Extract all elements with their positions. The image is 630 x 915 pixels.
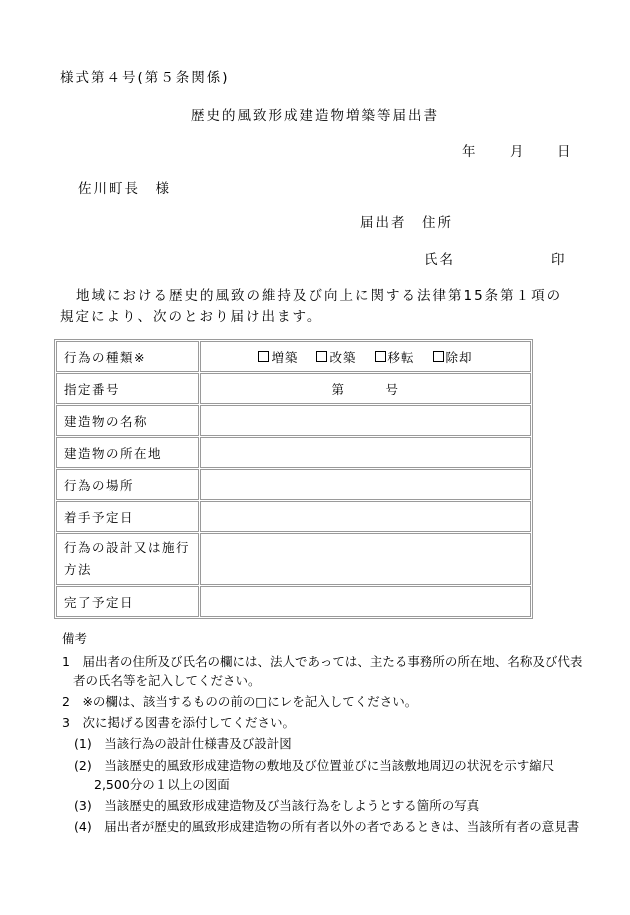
table-row-action-type: [56, 341, 531, 372]
option-extension[interactable]: 増築: [258, 348, 298, 366]
checkbox-icon[interactable]: [258, 351, 269, 362]
applicant-label: 届出者: [360, 215, 407, 231]
action-type-options: [200, 341, 531, 372]
note-item: 2 ※の欄は、該当するものの前の□にレを記入してください。: [62, 694, 418, 709]
start-date-field[interactable]: [200, 501, 531, 532]
row-label: 建造物の所在地: [56, 437, 199, 468]
table-row-completion-date: [56, 586, 531, 617]
seal-mark: 印: [551, 252, 565, 268]
row-label: 着手予定日: [56, 501, 199, 532]
table-row-building-location: [56, 437, 531, 468]
designation-number-field[interactable]: [200, 373, 531, 404]
name-label: 氏名: [424, 252, 455, 268]
row-label-line: 方法: [64, 562, 93, 577]
option-relocation[interactable]: 移転: [375, 348, 415, 366]
design-method-field[interactable]: [200, 533, 531, 585]
table-row-building-name: [56, 405, 531, 436]
address-label: 住所: [422, 215, 453, 231]
designation-prefix: 第: [331, 381, 346, 397]
note-subitem: (1) 当該行為の設計仕様書及び設計図: [74, 736, 292, 751]
checkbox-icon[interactable]: [433, 351, 444, 362]
building-name-field[interactable]: [200, 405, 531, 436]
note-subitem: (3) 当該歴史的風致形成建造物及び当該行為をしようとする箇所の写真: [74, 798, 480, 813]
row-label: 完了予定日: [56, 586, 199, 617]
form-number: 様式第４号(第５条関係): [60, 70, 230, 86]
designation-suffix: 号: [385, 381, 400, 397]
note-subitem: (4) 届出者が歴史的風致形成建造物の所有者以外の者であるときは、当該所有者の意見書: [74, 819, 580, 834]
row-label: 行為の場所: [56, 469, 199, 500]
date-year-label: 年: [462, 144, 476, 160]
building-location-field[interactable]: [200, 437, 531, 468]
date-day-label: 日: [557, 144, 571, 160]
note-item-continued: 者の氏名等を記入してください。: [73, 673, 261, 688]
checkbox-icon[interactable]: [316, 351, 327, 362]
table-row-design-method: [56, 533, 531, 585]
completion-date-field[interactable]: [200, 586, 531, 617]
note-item: 1 届出者の住所及び氏名の欄には、法人であっては、主たる事務所の所在地、名称及び代表: [62, 654, 583, 669]
body-text-line: 規定により、次のとおり届け出ます。: [60, 309, 323, 325]
addressee: 佐川町長 様: [78, 181, 171, 197]
notification-form-table: [54, 339, 533, 619]
note-subitem: (2) 当該歴史的風致形成建造物の敷地及び位置並びに当該敷地周辺の状況を示す縮尺: [74, 758, 555, 773]
action-place-field[interactable]: [200, 469, 531, 500]
row-label: [56, 533, 199, 585]
row-label: 指定番号: [56, 373, 199, 404]
note-subitem-continued: 2,500分の１以上の図面: [94, 777, 230, 792]
option-removal[interactable]: 除却: [433, 348, 473, 366]
row-label-line: 行為の設計又は施行: [64, 540, 191, 555]
row-label: 建造物の名称: [56, 405, 199, 436]
table-row-action-place: [56, 469, 531, 500]
row-label: 行為の種類※: [56, 341, 199, 372]
date-month-label: 月: [510, 144, 524, 160]
option-renovation[interactable]: 改築: [316, 348, 356, 366]
table-row-start-date: [56, 501, 531, 532]
notes-heading: 備考: [62, 631, 88, 646]
body-text-line: 地域における歴史的風致の維持及び向上に関する法律第15条第１項の: [76, 288, 563, 304]
checkbox-icon[interactable]: [375, 351, 386, 362]
note-item: 3 次に掲げる図書を添付してください。: [62, 715, 295, 730]
table-row-designation-number: [56, 373, 531, 404]
page-title: 歴史的風致形成建造物増築等届出書: [191, 108, 439, 124]
